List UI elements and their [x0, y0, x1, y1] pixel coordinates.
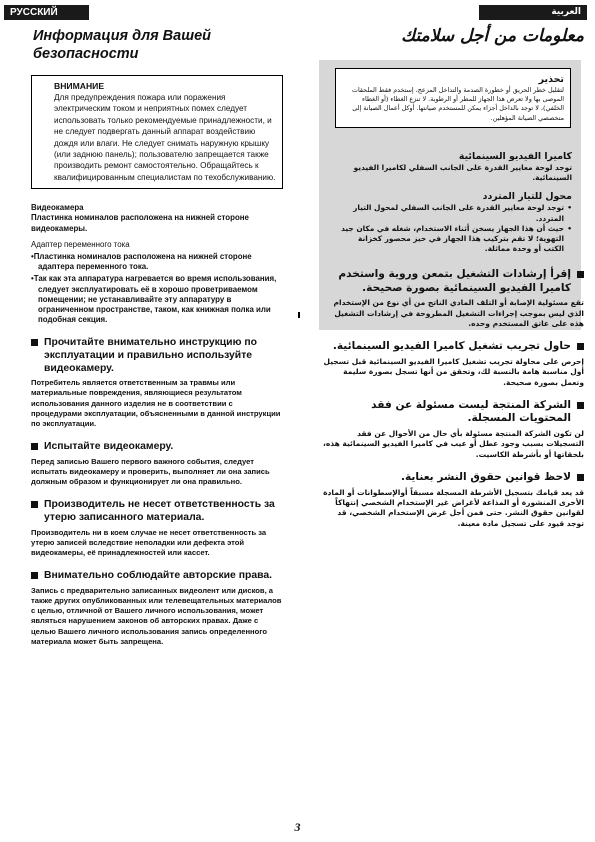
arabic-section [318, 268, 584, 329]
arabic-section [318, 340, 584, 388]
russian-section-heading: Прочитайте внимательно инструкцию по эксплуатации и правильно используйте видеокамеру. [31, 337, 283, 375]
arabic-adapter-bullet-2: • حيث أن هذا الجهاز يسخن أثناء الاستخدام، شغله في مكان جيد التهوية؛ لا تقم بتركيب هذا الجهاز في حيز محصور كخزانة الكتب أو وحدة مماثلة. [336, 224, 572, 255]
language-tab-arabic: العربية [479, 5, 587, 20]
arabic-warning-heading: تحذير [538, 74, 564, 85]
camera-rating-text: Пластинка номиналов расположена на нижней стороне видеокамеры. [31, 213, 249, 233]
russian-section-heading: Испытайте видеокамеру. [31, 441, 283, 454]
arabic-section [318, 471, 584, 529]
arabic-adapter-heading: محول للتيار المتردد [482, 191, 572, 203]
russian-section-body: Производитель ни в коем случае не несет ответственность за утерю записей вследствие неполадки или дефекта этой видеокамеры, её принадлежностей или кассет. [31, 527, 267, 558]
russian-section-body: Потребитель является ответственным за травмы или материальные повреждения, являющиеся результатом использования данного изделия не в соответствии с процедурами эксплуатации, объясненными в данной инструкции по эксплуатации. [31, 378, 281, 429]
russian-page-title: Информация для Вашей безопасности [33, 28, 212, 62]
square-bullet-icon [31, 443, 38, 450]
russian-warning-heading: ВНИМАНИЕ [54, 81, 105, 91]
square-bullet-icon [31, 501, 38, 508]
russian-section [31, 499, 283, 558]
arabic-section-heading: حاول تجريب تشغيل كاميرا الفيديو السينمائية. [318, 340, 584, 353]
page-number: 3 [294, 820, 301, 834]
language-tab-russian: РУССКИЙ ЯЗЫК [4, 5, 89, 20]
arabic-section-heading: لاحظ قوانين حقوق النشر بعناية. [318, 471, 584, 484]
arabic-section-heading: الشركة المنتجة ليست مسئولة عن فقد المحتويات المسجلة. [318, 399, 584, 426]
russian-rating-info [31, 203, 283, 325]
arabic-section [318, 399, 584, 460]
arabic-adapter-bullet-1: • توجد لوحة معايير القدرة على الجانب السفلي لمحول التيار المتردد. [336, 203, 572, 223]
russian-section-body: Перед записью Вашего первого важного события, следует испытать видеокамеру и проверить, выполняет ли она запись должным образом и функционирует ли она правильно. [31, 456, 270, 487]
russian-section [31, 570, 283, 647]
square-bullet-icon [31, 572, 38, 579]
square-bullet-icon [31, 339, 38, 346]
arabic-section-body: لن تكون الشركة المنتجة مسئولة بأي حال من الأحوال عن فقد التسجيلات بسبب وجود عطل أو عيب في كاميرا الفيديو السينمائية هذه، بلحقاتها أو بأشرطة الكاسيت. [323, 428, 584, 459]
arabic-section-body: إحرص على محاولة تجريب تشغيل كاميرا الفيديو السينمائية قبل تسجيل أول مناسبة هامة بالنسبة لك، وتحقق من أنها تسجل بصورة سليمة وتعمل بصورة صحيحة. [323, 356, 584, 387]
column-divider-mark [298, 312, 300, 318]
russian-section [31, 441, 283, 487]
square-bullet-icon [577, 271, 584, 278]
russian-section-body: Запись с предварительно записанных видеолент или дисков, а также других опубликованных или телевещательных материалов с целью, отличной от Вашего личного использования, может являться нарушением законов об авторских правах. Даже с целью Вашего личного использования запись определенного материала может быть запрещена. [31, 585, 282, 646]
russian-warning-text: Для предупреждения пожара или поражения электрическим током и неприятных помех следует использовать только рекомендуемые принадлежности, и не следует подвергать данный аппарат воздействию дождя или влаги. Не следует снимать наружную крышку (или заднюю панель); пользователю запрещается также производить ремонт самостоятельно. Обращайтесь к квалифицированным специалистам по техобслуживанию. [54, 93, 276, 182]
square-bullet-icon [577, 343, 584, 350]
arabic-sections [310, 268, 584, 529]
arabic-warning-text: لتقليل خطر الحريق أو خطورة الصدمة والتداخل المزعج، إستخدم فقط الملحقات الموصى بها ولا تعرض هذا الجهاز للمطر أو الرطوبة. لا تنزع الغطاء (أو الغطاء الخلفي)، لا توجد بالداخل أجزاء يمكن للمستخدم صيانتها. أوكل أعمال الصيانة إلى متخصصي الصيانة المؤهلين. [351, 86, 564, 122]
arabic-column [310, 24, 584, 529]
arabic-rating-info [310, 151, 584, 254]
arabic-section-heading: إقرأ إرشادات التشغيل بتمعن وروية واستخدم كاميرا الفيديو السينمائية بصورة صحيحة. [318, 268, 584, 295]
russian-warning-box [31, 75, 283, 189]
arabic-camera-heading: كاميرا الفيديو السينمائية [458, 151, 572, 162]
arabic-page-title: معلومات من أجل سلامتك [401, 26, 584, 46]
adapter-bullet-1: •Пластинка номиналов расположена на нижней стороне адаптера переменного тока. [31, 252, 252, 272]
russian-section [31, 337, 283, 429]
camera-label: Видеокамера [31, 203, 84, 213]
square-bullet-icon [577, 474, 584, 481]
russian-section-heading: Внимательно соблюдайте авторские права. [31, 570, 283, 583]
russian-column [31, 27, 283, 647]
adapter-label: Адаптер переменного тока [31, 239, 130, 249]
arabic-camera-text: توجد لوحة معايير القدرة على الجانب السفلي لكاميرا الفيديو السينمائية. [353, 163, 572, 183]
russian-section-heading: Производитель не несет ответственность за утерю записанного материала. [31, 499, 283, 524]
russian-sections [31, 337, 283, 647]
arabic-section-body: قد يعد قيامك بتسجيل الأشرطة المسجلة مسبقاً أوالإسطوانات أو المادة الأخرى المنشورة أو المذاعة لأغراض غير الإستخدام الشخصي إنتهاكاً لقوانين حقوق النشر. حتى فمن أجل غرض الإستخدام الشخصي، قد توجد قيود على تسجيل مادة معينة. [323, 487, 584, 528]
adapter-bullet-2: •Так как эта аппаратура нагревается во время использования, следует эксплуатировать её в хорошо проветриваемом помещении; не устанавливайте эту аппаратуру в ограниченном пространстве, таком, как книжная полка или подобная секция. [31, 274, 277, 325]
square-bullet-icon [577, 402, 584, 409]
arabic-section-body: تقع مسئولية الإصابة أو التلف المادي الناتج من أي نوع من الإستخدام الذي ليس بموجب إجراءات التشغيل المطروحة في إرشادات التشغيل هذه على عاتق المستخدم وحده. [333, 298, 584, 329]
